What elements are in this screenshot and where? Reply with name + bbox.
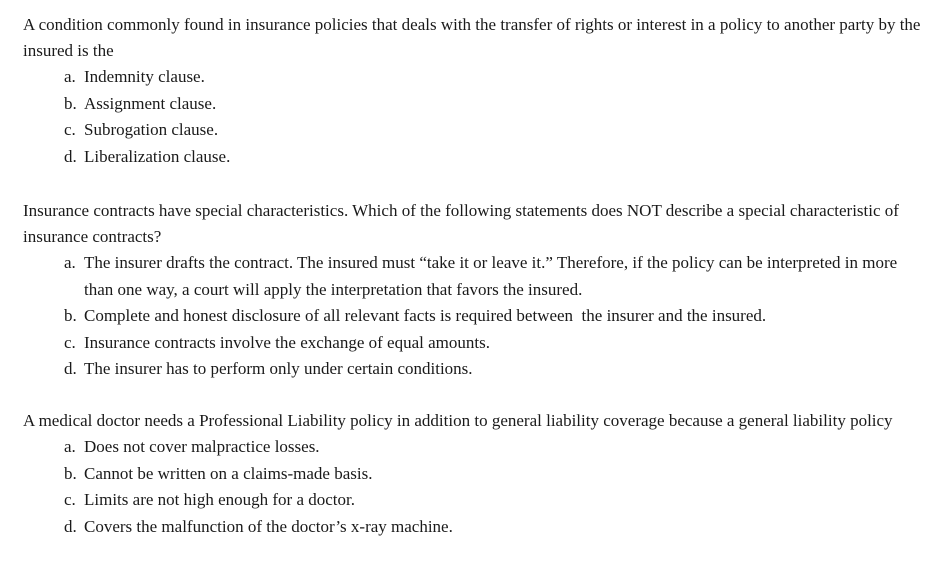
question-1-option-a (23, 64, 928, 91)
option-text: Insurance contracts involve the exchange of equal amounts. (84, 332, 490, 352)
question-3-option-b (23, 461, 928, 488)
option-text: Liberalization clause. (84, 146, 231, 166)
question-3-options (23, 434, 928, 540)
option-text: Assignment clause. (84, 93, 217, 113)
question-1-option-b (23, 91, 928, 118)
question-3-option-c (23, 487, 928, 514)
option-text: Does not cover malpractice losses. (84, 437, 320, 456)
option-letter: c. (64, 332, 76, 352)
option-text: Indemnity clause. (84, 67, 205, 86)
question-3-option-d (23, 514, 928, 541)
option-text: The insurer drafts the contract. The insured must “take it or leave it.” Therefore, if the policy can be interpreted in more than one way, a court will apply the interpretation that favors the insured. (84, 253, 898, 299)
option-text: Cannot be written on a claims-made basis. (84, 463, 373, 483)
question-2-option-b (23, 303, 928, 330)
option-letter: d. (64, 359, 77, 378)
question-3-option-a (23, 434, 928, 461)
option-text: Limits are not high enough for a doctor. (84, 490, 355, 509)
option-text: The insurer has to perform only under certain conditions. (84, 359, 473, 378)
option-letter: c. (64, 120, 76, 139)
question-1-option-d (23, 144, 928, 171)
option-letter: a. (64, 67, 76, 86)
option-letter: d. (64, 516, 77, 536)
question-2-option-a (23, 250, 928, 303)
question-2-option-c (23, 330, 928, 357)
question-1 (23, 12, 928, 170)
option-letter: c. (64, 490, 76, 509)
option-letter: b. (64, 306, 77, 325)
question-2-stem: Insurance contracts have special characteristics. Which of the following statements does NOT describe a special characteristic of insurance contracts? (23, 201, 899, 246)
option-text: Covers the malfunction of the doctor’s x-ray machine. (84, 516, 453, 536)
option-text: Complete and honest disclosure of all relevant facts is required between the insurer and the insured. (84, 306, 767, 325)
option-letter: b. (64, 93, 77, 113)
question-3 (23, 408, 928, 540)
option-letter: d. (64, 146, 77, 166)
option-letter: b. (64, 463, 77, 483)
option-text: Subrogation clause. (84, 120, 219, 139)
question-2-options (23, 250, 928, 383)
question-1-options (23, 64, 928, 170)
question-1-stem: A condition commonly found in insurance policies that deals with the transfer of rights or interest in a policy to another party by the insured is the (23, 15, 921, 60)
option-letter: a. (64, 437, 76, 456)
question-3-stem: A medical doctor needs a Professional Liability policy in addition to general liability coverage because a general liability policy (23, 411, 893, 430)
question-2 (23, 198, 928, 383)
question-1-option-c (23, 117, 928, 144)
question-2-option-d (23, 356, 928, 383)
option-letter: a. (64, 253, 76, 272)
